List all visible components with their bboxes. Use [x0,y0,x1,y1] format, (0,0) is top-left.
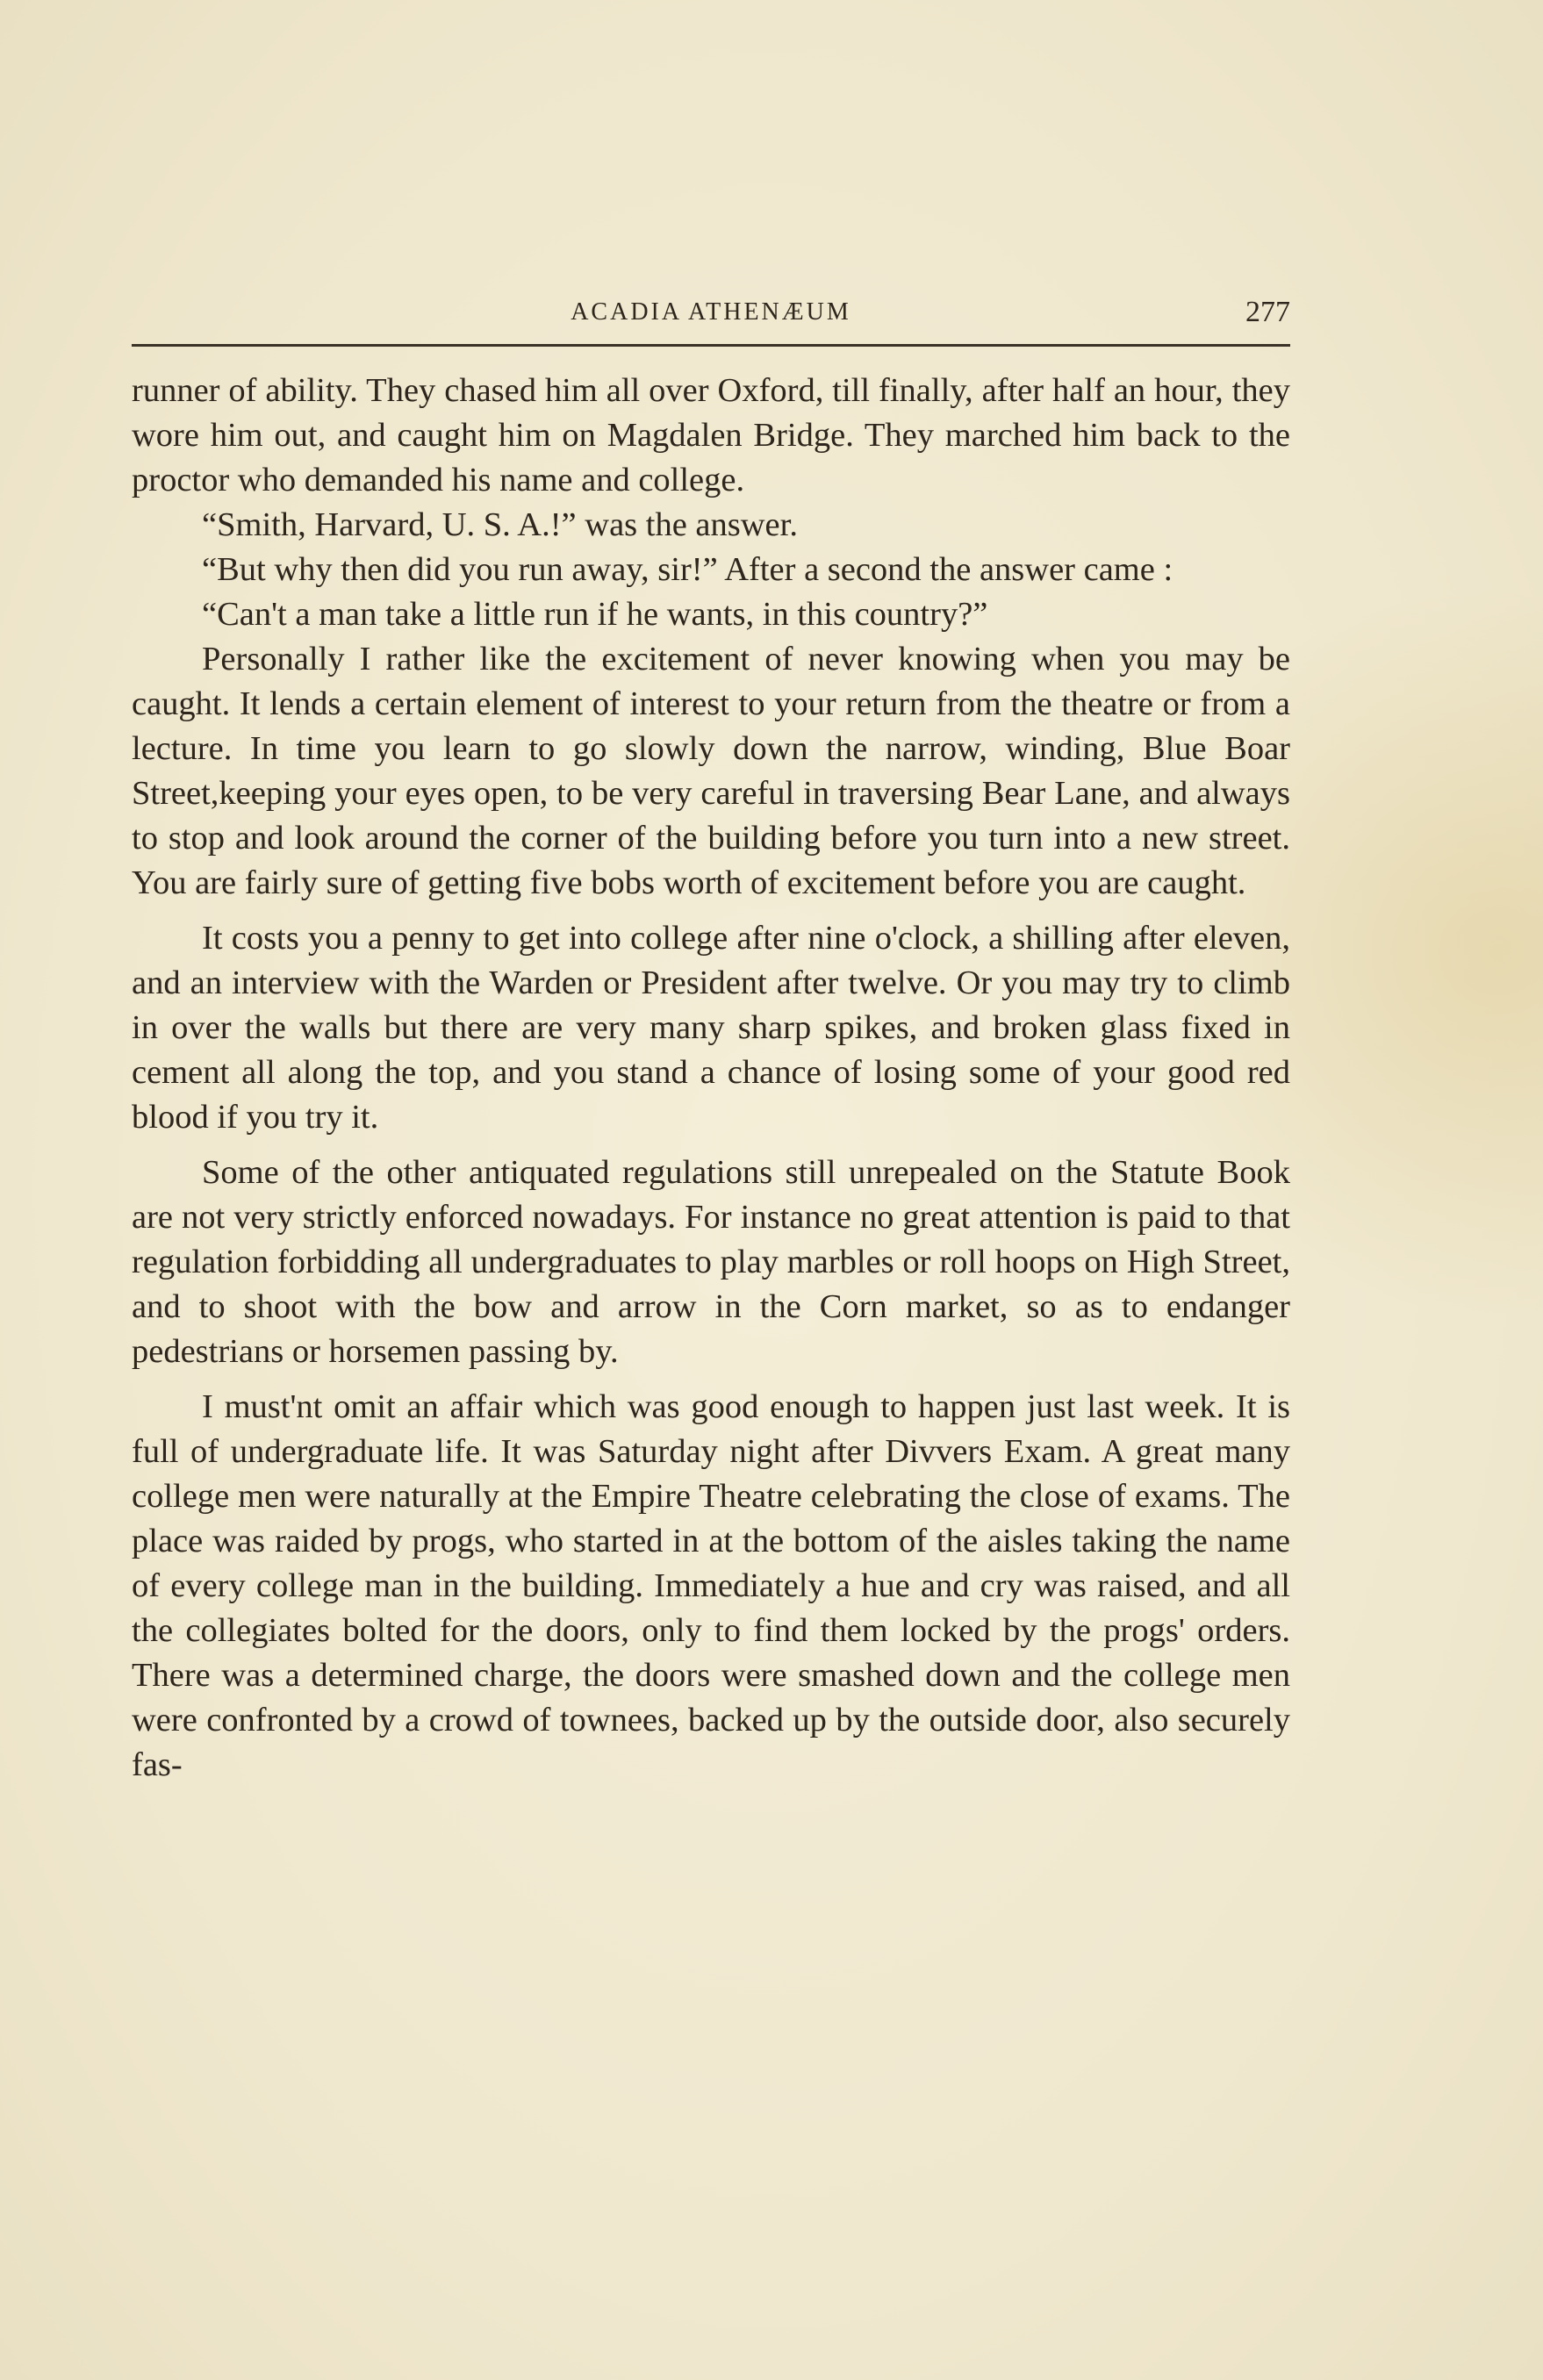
page-header [132,295,1290,347]
page-number: 277 [1245,296,1290,328]
paragraph-2: “Smith, Harvard, U. S. A.!” was the answer. [202,506,798,543]
paragraph-8: I must'nt omit an affair which was good enough to happen just last week. It is full of undergraduate life. It was Saturday night after Divvers Exam. A great many college men were naturally at the Empire Theatre celebrating the close of exams. The place was raided by progs, who started in at the bottom of the aisles taking the name of every college man in the building. Immediately a hue and cry was raised, and all the collegiates bolted for the doors, only to find them locked by the progs' orders. There was a determined charge, the doors were smashed down and the college men were confronted by a crowd of townees, backed up by the outside door, also securely fas- [132,1388,1290,1783]
paragraph-6: It costs you a penny to get into college after nine o'clock, a shilling after eleven, and an interview with the Warden or President after twelve. Or you may try to climb in over the walls but there are very many sharp spikes, and broken glass fixed in cement all along the top, and you stand a chance of losing some of your good red blood if you try it. [132,920,1290,1136]
running-head: ACADIA ATHENÆUM [571,298,851,326]
paragraph-5: Personally I rather like the excitement of never knowing when you may be caught. It lends a certain element of interest to your return from the theatre or from a lecture. In time you learn to go slowly down the narrow, winding, Blue Boar Street,keeping your eyes open, to be very careful in traversing Bear Lane, and always to stop and look around the corner of the building before you turn into a new street. You are fairly sure of getting five bobs worth of excitement before you are caught. [132,641,1290,901]
body-text [132,369,1290,1788]
paragraph-4: “Can't a man take a little run if he wants, in this country?” [202,596,988,633]
paragraph-1: runner of ability. They chased him all over Oxford, till finally, after half an hour, they wore him out, and caught him on Magdalen Bridge. They marched him back to the proctor who demanded his name and college. [132,372,1290,498]
paragraph-7: Some of the other antiquated regulations still unrepealed on the Statute Book are not very strictly enforced nowadays. For instance no great attention is paid to that regulation forbidding all undergraduates to play marbles or roll hoops on High Street, and to shoot with the bow and arrow in the Corn market, so as to endanger pedestrians or horsemen passing by. [132,1154,1290,1370]
paragraph-3: “But why then did you run away, sir!” After a second the answer came : [202,551,1173,588]
